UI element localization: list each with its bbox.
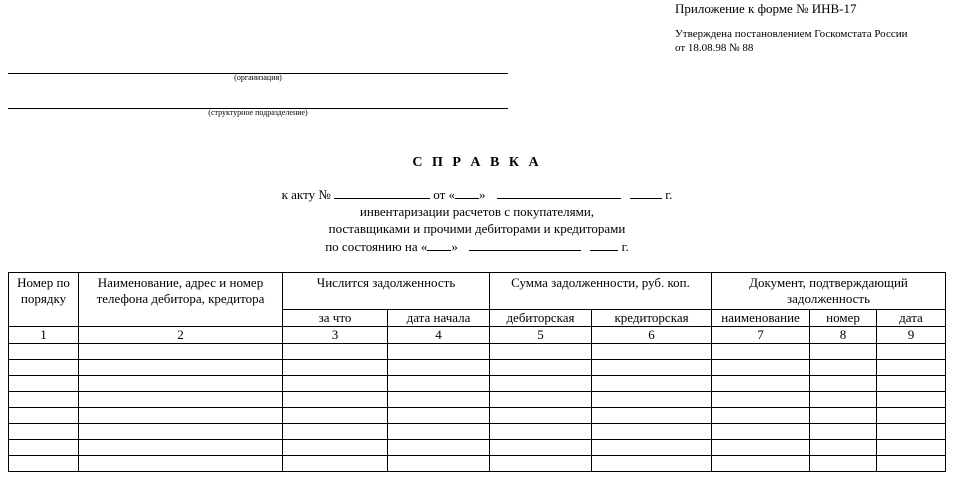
table-cell[interactable] — [592, 376, 712, 392]
table-cell[interactable] — [810, 440, 877, 456]
sub-doc-name-header: наименование — [712, 310, 810, 327]
table-row — [9, 424, 946, 440]
col-order-number-header: Номер по порядку — [9, 273, 79, 327]
table-row — [9, 408, 946, 424]
approval-note — [675, 27, 907, 55]
table-cell[interactable] — [388, 392, 490, 408]
table-cell[interactable] — [810, 376, 877, 392]
table-cell[interactable] — [9, 424, 79, 440]
table-cell[interactable] — [283, 360, 388, 376]
table-cell[interactable] — [592, 424, 712, 440]
table-cell[interactable] — [877, 456, 946, 472]
table-row — [9, 344, 946, 360]
table-cell[interactable] — [490, 392, 592, 408]
table-cell[interactable] — [9, 376, 79, 392]
debts-table — [8, 272, 946, 472]
table-cell[interactable] — [79, 424, 283, 440]
act-day-field[interactable] — [455, 187, 479, 199]
table-cell[interactable] — [810, 392, 877, 408]
state-year-field[interactable] — [590, 239, 618, 251]
act-from-label: от « — [433, 187, 456, 202]
act-prefix: к акту № — [281, 187, 331, 202]
table-cell[interactable] — [712, 360, 810, 376]
department-hint: (структурное подразделение) — [208, 108, 308, 117]
table-cell[interactable] — [810, 424, 877, 440]
sub-for-what-header: за что — [283, 310, 388, 327]
column-number: 4 — [388, 327, 490, 344]
state-month-field[interactable] — [469, 239, 581, 251]
sub-credit-header: кредиторская — [592, 310, 712, 327]
group-debt-sum-header: Сумма задолженности, руб. коп. — [490, 273, 712, 310]
table-row — [9, 360, 946, 376]
table-cell[interactable] — [9, 440, 79, 456]
table-cell[interactable] — [490, 376, 592, 392]
table-cell[interactable] — [712, 456, 810, 472]
subtitle-line-2: инвентаризации расчетов с покупателями, — [359, 204, 595, 219]
table-cell[interactable] — [712, 408, 810, 424]
sub-doc-number-header: номер — [810, 310, 877, 327]
table-cell[interactable] — [9, 408, 79, 424]
act-year-field[interactable] — [630, 187, 662, 199]
column-number: 6 — [592, 327, 712, 344]
table-cell[interactable] — [283, 344, 388, 360]
table-cell[interactable] — [79, 456, 283, 472]
group-debt-listed-header: Числится задолженность — [283, 273, 490, 310]
table-cell[interactable] — [388, 440, 490, 456]
col-debtor-creditor-header: Наименование, адрес и номер телефона дебитора, кредитора — [79, 273, 283, 327]
table-cell[interactable] — [490, 344, 592, 360]
table-cell[interactable] — [283, 456, 388, 472]
table-cell[interactable] — [490, 440, 592, 456]
table-cell[interactable] — [490, 424, 592, 440]
column-number: 2 — [79, 327, 283, 344]
table-cell[interactable] — [490, 456, 592, 472]
table-cell[interactable] — [388, 344, 490, 360]
column-number: 7 — [712, 327, 810, 344]
table-cell[interactable] — [490, 360, 592, 376]
approval-line-1: Утверждена постановлением Госкомстата России — [675, 28, 908, 40]
table-cell[interactable] — [712, 344, 810, 360]
column-number: 5 — [490, 327, 592, 344]
table-cell[interactable] — [877, 376, 946, 392]
table-cell[interactable] — [810, 408, 877, 424]
act-number-field[interactable] — [334, 187, 430, 199]
column-number-row — [9, 327, 946, 344]
column-number: 1 — [9, 327, 79, 344]
table-cell[interactable] — [79, 344, 283, 360]
table-cell[interactable] — [592, 392, 712, 408]
table-row — [9, 376, 946, 392]
table-cell[interactable] — [810, 360, 877, 376]
sub-debit-header: дебиторская — [490, 310, 592, 327]
table-cell[interactable] — [592, 440, 712, 456]
table-cell[interactable] — [877, 408, 946, 424]
table-cell[interactable] — [877, 440, 946, 456]
state-year-suffix: г. — [621, 239, 629, 254]
act-year-suffix: г. — [665, 187, 673, 202]
table-cell[interactable] — [388, 376, 490, 392]
column-number: 3 — [283, 327, 388, 344]
table-cell[interactable] — [283, 408, 388, 424]
table-cell[interactable] — [79, 376, 283, 392]
state-quote-close: » — [451, 239, 458, 254]
table-cell[interactable] — [283, 392, 388, 408]
table-cell[interactable] — [79, 360, 283, 376]
table-cell[interactable] — [592, 344, 712, 360]
table-cell[interactable] — [388, 360, 490, 376]
table-row — [9, 440, 946, 456]
table-cell[interactable] — [490, 408, 592, 424]
table-cell[interactable] — [9, 456, 79, 472]
group-document-header: Документ, подтверждающий задолженность — [712, 273, 946, 310]
document-title: С П Р А В К А — [412, 155, 542, 170]
table-cell[interactable] — [877, 424, 946, 440]
table-cell[interactable] — [592, 456, 712, 472]
table-cell[interactable] — [877, 344, 946, 360]
table-cell[interactable] — [9, 360, 79, 376]
table-cell[interactable] — [388, 408, 490, 424]
sub-doc-date-header: дата — [877, 310, 946, 327]
table-row — [9, 392, 946, 408]
table-cell[interactable] — [712, 424, 810, 440]
table-cell[interactable] — [79, 408, 283, 424]
table-cell[interactable] — [877, 392, 946, 408]
column-number: 9 — [877, 327, 946, 344]
organization-hint: (организация) — [234, 73, 282, 82]
table-cell[interactable] — [388, 424, 490, 440]
act-quote-close: » — [479, 187, 486, 202]
column-number: 8 — [810, 327, 877, 344]
table-cell[interactable] — [592, 408, 712, 424]
act-month-field[interactable] — [497, 187, 621, 199]
table-cell[interactable] — [79, 392, 283, 408]
approval-line-2: от 18.08.98 № 88 — [675, 42, 754, 54]
table-cell[interactable] — [877, 360, 946, 376]
table-cell[interactable] — [810, 456, 877, 472]
table-cell[interactable] — [388, 456, 490, 472]
table-cell[interactable] — [592, 360, 712, 376]
sub-start-date-header: дата начала — [388, 310, 490, 327]
table-row — [9, 456, 946, 472]
table-cell[interactable] — [9, 344, 79, 360]
table-cell[interactable] — [810, 344, 877, 360]
table-cell[interactable] — [712, 440, 810, 456]
state-day-field[interactable] — [427, 239, 451, 251]
subtitle-line-3: поставщиками и прочими дебиторами и кредиторами — [328, 221, 626, 236]
form-reference: Приложение к форме № ИНВ-17 — [675, 1, 857, 16]
table-cell[interactable] — [712, 376, 810, 392]
table-cell[interactable] — [712, 392, 810, 408]
table-cell[interactable] — [283, 376, 388, 392]
act-reference-line — [0, 186, 954, 203]
table-cell[interactable] — [79, 440, 283, 456]
table-cell[interactable] — [283, 424, 388, 440]
state-prefix: по состоянию на « — [325, 239, 428, 254]
table-cell[interactable] — [283, 440, 388, 456]
state-date-line — [0, 238, 954, 255]
table-cell[interactable] — [9, 392, 79, 408]
